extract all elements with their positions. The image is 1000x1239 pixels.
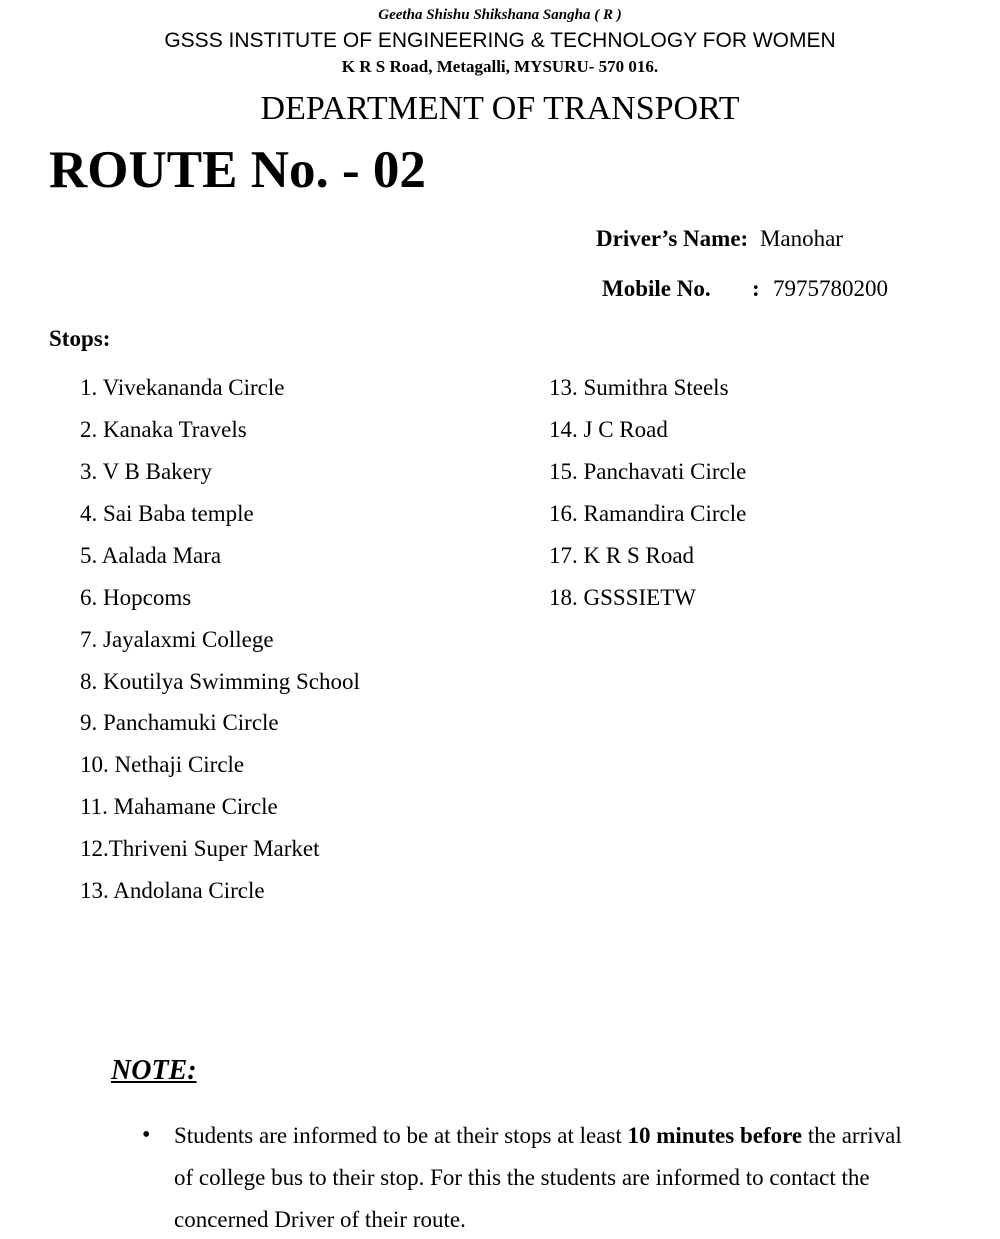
stops-label: Stops: bbox=[49, 326, 111, 351]
stop-item: 10. Nethaji Circle bbox=[80, 752, 245, 777]
stop-item: 4. Sai Baba temple bbox=[80, 501, 254, 526]
stop-item: 13. Andolana Circle bbox=[80, 878, 265, 903]
note-text: Students are informed to be at their stops at least bbox=[174, 1123, 628, 1148]
mobile-label: Mobile No. bbox=[602, 276, 711, 301]
driver-name-value: Manohar bbox=[759, 226, 843, 251]
note-title: NOTE: bbox=[111, 1055, 197, 1086]
stop-item: 7. Jayalaxmi College bbox=[80, 627, 274, 652]
stop-item: 5. Aalada Mara bbox=[80, 543, 222, 568]
mobile-separator: : bbox=[752, 276, 760, 301]
stop-item: 12.Thriveni Super Market bbox=[80, 836, 320, 861]
stop-item: 13. Sumithra Steels bbox=[549, 375, 729, 400]
stop-item: 9. Panchamuki Circle bbox=[80, 710, 279, 735]
note-line-2: of college bus to their stop. For this the students are informed to contact the bbox=[174, 1165, 870, 1190]
stop-item: 8. Koutilya Swimming School bbox=[80, 669, 360, 694]
society-name: Geetha Shishu Shikshana Sangha ( R ) bbox=[378, 7, 622, 23]
department-title: DEPARTMENT OF TRANSPORT bbox=[260, 90, 740, 127]
stop-item: 6. Hopcoms bbox=[80, 585, 192, 610]
stop-item: 15. Panchavati Circle bbox=[549, 459, 747, 484]
driver-name-label: Driver’s Name: bbox=[596, 226, 749, 251]
driver-name-row bbox=[596, 226, 843, 252]
route-title: ROUTE No. - 02 bbox=[49, 141, 426, 199]
note-text: the arrival bbox=[802, 1123, 902, 1148]
bullet-icon: • bbox=[142, 1122, 151, 1148]
stop-item: 14. J C Road bbox=[549, 417, 668, 442]
stop-item: 18. GSSSIETW bbox=[549, 585, 696, 610]
institute-address: K R S Road, Metagalli, MYSURU- 570 016. bbox=[341, 57, 659, 76]
stop-item: 17. K R S Road bbox=[549, 543, 695, 568]
mobile-row bbox=[602, 276, 888, 302]
stop-item: 1. Vivekananda Circle bbox=[80, 375, 285, 400]
note-line-3: concerned Driver of their route. bbox=[174, 1207, 466, 1232]
stop-item: 16. Ramandira Circle bbox=[549, 501, 747, 526]
note-emphasis: 10 minutes before bbox=[627, 1123, 803, 1148]
stop-item: 11. Mahamane Circle bbox=[80, 794, 278, 819]
institute-name: GSSS INSTITUTE OF ENGINEERING & TECHNOLOGY FOR WOMEN bbox=[164, 29, 836, 52]
stop-item: 3. V B Bakery bbox=[80, 459, 213, 484]
note-line-1 bbox=[174, 1123, 902, 1149]
stop-item: 2. Kanaka Travels bbox=[80, 417, 247, 442]
mobile-value: 7975780200 bbox=[773, 276, 888, 301]
